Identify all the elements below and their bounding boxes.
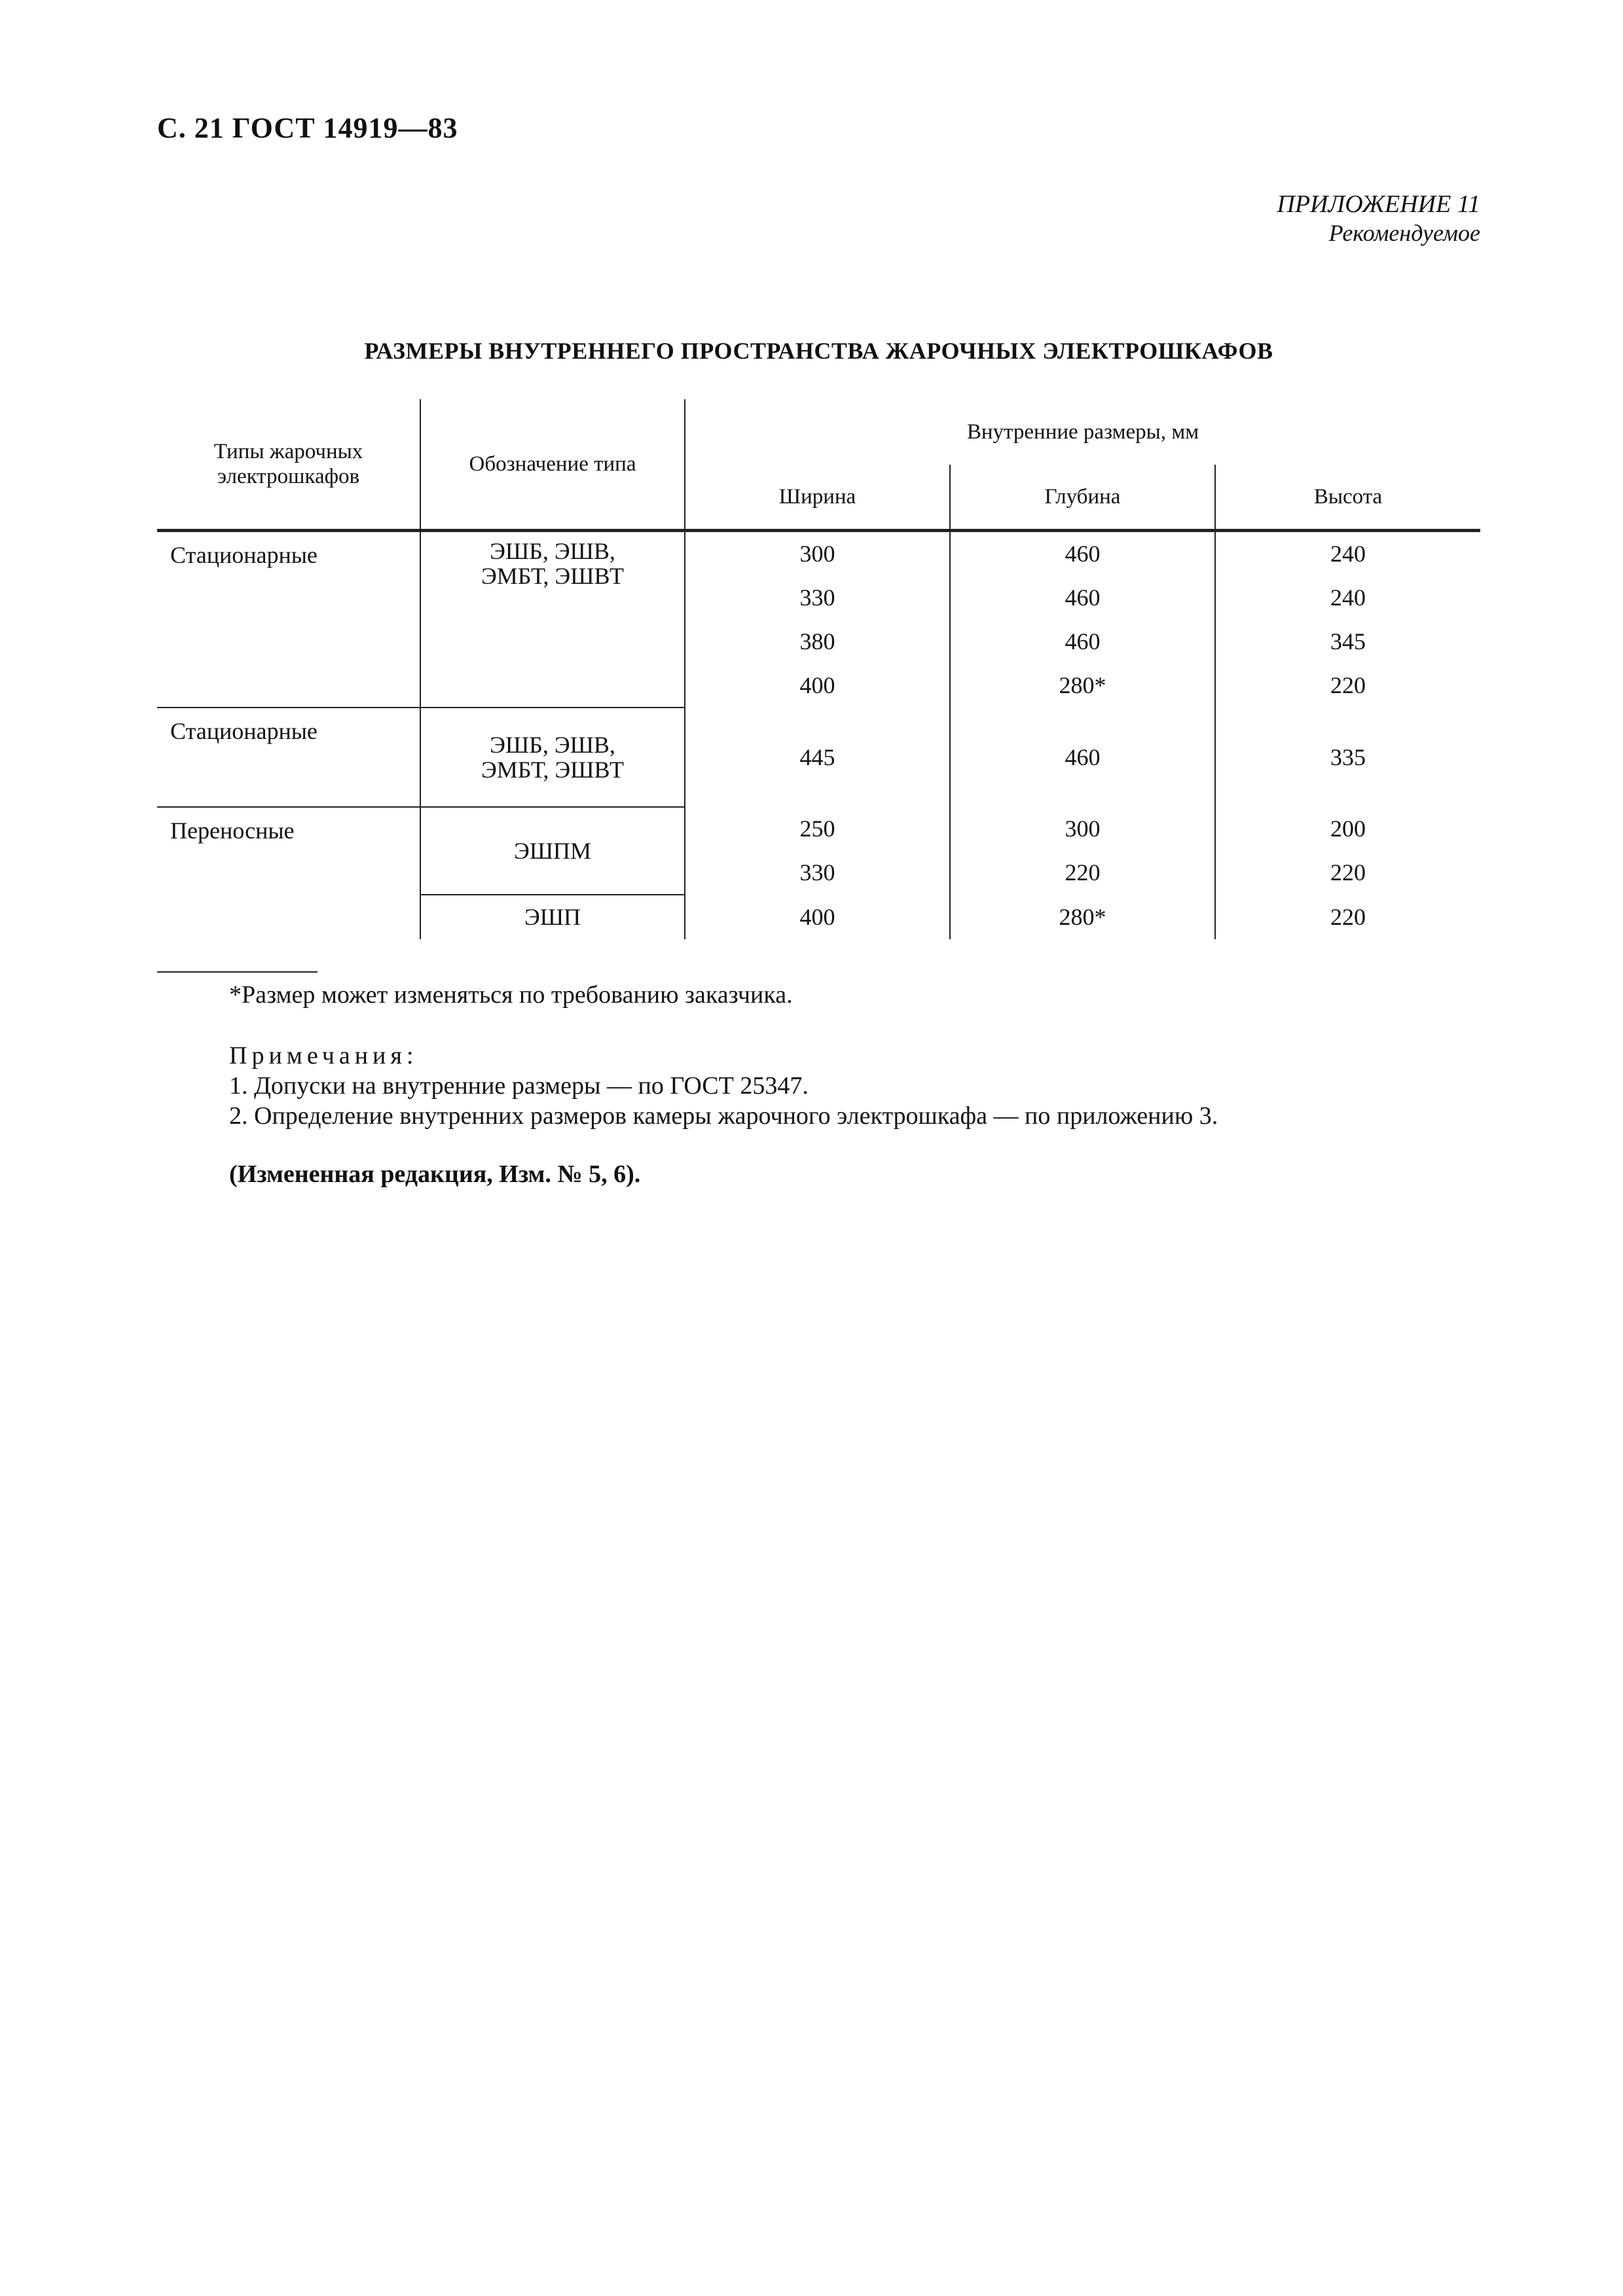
table-row [157, 530, 1480, 576]
footnote-divider [157, 971, 318, 973]
notes-block [229, 1041, 1218, 1131]
header-height: Высота [1215, 465, 1480, 530]
designation-text: ЭШБ, ЭШВ, ЭМБТ, ЭШВТ [481, 731, 624, 783]
depth-cell: 220 [950, 851, 1215, 895]
header-type: Типы жарочных электрошкафов [157, 399, 420, 530]
depth-cell: 460 [950, 620, 1215, 664]
type-cell: Переносные [157, 807, 420, 939]
note-item: 1. Допуски на внутренние размеры — по ГОСТ 25347. [229, 1072, 809, 1100]
type-cell: Стационарные [157, 530, 420, 708]
header-depth: Глубина [950, 465, 1215, 530]
table-title: РАЗМЕРЫ ВНУТРЕННЕГО ПРОСТРАНСТВА ЖАРОЧНЫХ ЭЛЕКТРОШКАФОВ [364, 338, 1273, 364]
appendix-number: ПРИЛОЖЕНИЕ 11 [1277, 190, 1480, 218]
height-cell: 335 [1330, 744, 1366, 770]
header-designation: Обозначение типа [420, 399, 685, 530]
depth-cell: 460 [950, 576, 1215, 620]
height-cell: 240 [1330, 584, 1366, 611]
height-cell: 200 [1330, 816, 1366, 842]
width-cell: 330 [685, 576, 950, 620]
width-cell: 380 [685, 620, 950, 664]
header-width: Ширина [685, 465, 950, 530]
dimensions-table [157, 399, 1480, 939]
width-cell: 400 [685, 895, 950, 939]
width-cell: 400 [685, 664, 950, 708]
note-item: 2. Определение внутренних размеров камеры жарочного электрошкафа — по приложению 3. [229, 1102, 1218, 1130]
depth-cell: 280* [950, 895, 1215, 939]
depth-cell: 300 [950, 807, 1215, 851]
height-cell: 220 [1330, 672, 1366, 698]
depth-cell: 460 [950, 708, 1215, 807]
table-row [157, 807, 1480, 851]
type-cell: Стационарные [157, 708, 420, 807]
depth-cell: 280* [950, 664, 1215, 708]
height-cell: 220 [1330, 859, 1366, 886]
designation-text: ЭШБ, ЭШВ, ЭМБТ, ЭШВТ [481, 537, 624, 589]
appendix-label [1277, 190, 1480, 247]
height-cell: 220 [1330, 903, 1366, 930]
width-cell: 445 [685, 708, 950, 807]
appendix-status: Рекомендуемое [1328, 220, 1480, 246]
designation-cell [420, 530, 685, 708]
revision-note: (Измененная редакция, Изм. № 5, 6). [229, 1160, 641, 1188]
footnote: *Размер может изменяться по требованию заказчика. [229, 981, 793, 1009]
width-cell: 250 [685, 807, 950, 851]
designation-cell: ЭШП [420, 895, 685, 939]
page-header: С. 21 ГОСТ 14919—83 [157, 112, 458, 144]
height-cell: 240 [1330, 541, 1366, 567]
header-internal-dimensions: Внутренние размеры, мм [966, 420, 1199, 444]
depth-cell: 460 [950, 530, 1215, 576]
designation-cell [420, 708, 685, 807]
height-cell: 345 [1330, 628, 1366, 655]
designation-cell: ЭШПМ [420, 807, 685, 895]
notes-heading: Примечания: [229, 1042, 418, 1069]
width-cell: 330 [685, 851, 950, 895]
table-row [157, 708, 1480, 807]
width-cell: 300 [685, 530, 950, 576]
